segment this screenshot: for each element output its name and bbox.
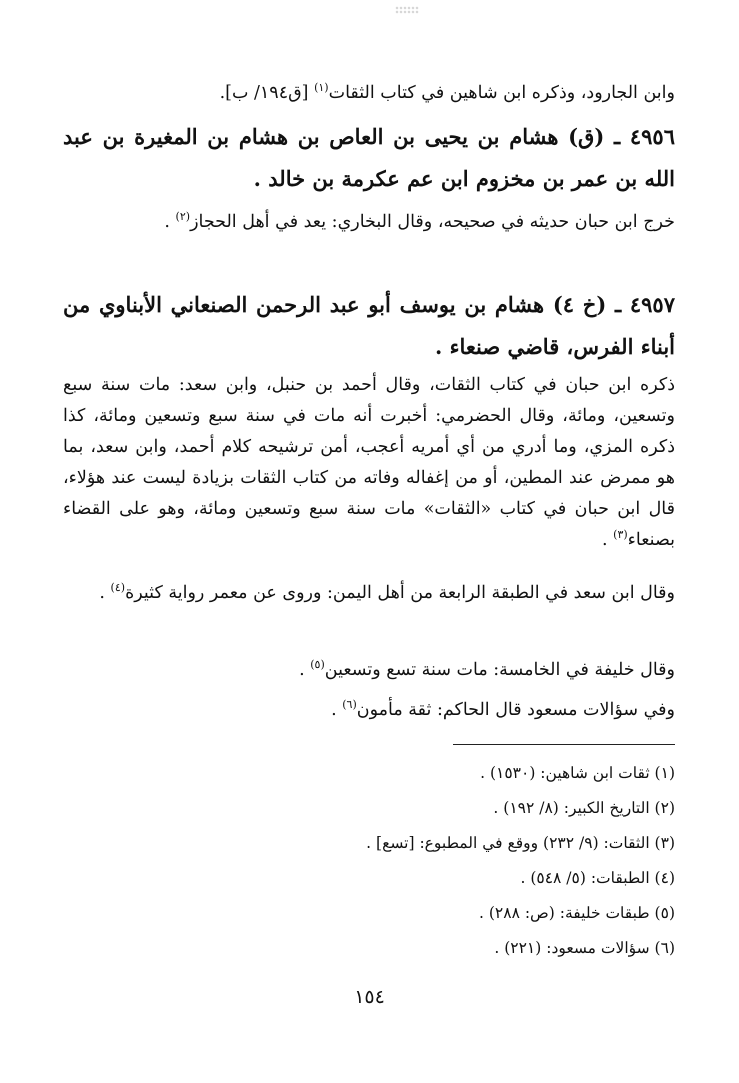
entry-heading: ٤٩٥٧ ـ (خ ٤) هشام بن يوسف أبو عبد الرحمن الصنعاني الأبناوي من أبناء الفرس، قاضي صنعاء . — [63, 292, 675, 359]
intro-line — [63, 78, 675, 109]
paragraph — [63, 370, 675, 556]
paragraph-tail: . — [602, 530, 614, 550]
entry-4957-para-4 — [63, 695, 675, 726]
entry-4957 — [63, 284, 675, 368]
paragraph — [63, 578, 675, 609]
footnote-item: (٤) الطبقات: (٥/ ٥٤٨) . — [520, 869, 675, 887]
footnote-ref-4: (٤) — [110, 581, 126, 595]
paragraph — [63, 695, 675, 726]
intro-text: وابن الجارود، وذكره ابن شاهين في كتاب الثقات — [328, 83, 675, 103]
paragraph-tail: . — [299, 660, 311, 680]
footnote-ref-5: (٥) — [310, 658, 325, 672]
footnote-item: (٢) التاريخ الكبير: (٨/ ١٩٢) . — [493, 799, 675, 817]
footnote-item: (٣) الثقات: (٩/ ٢٣٢) ووقع في المطبوع: [تسع] . — [366, 834, 675, 852]
paragraph-tail: . — [164, 212, 176, 232]
entry-heading: ٤٩٥٦ ـ (ق) هشام بن يحيى بن العاص بن هشام بن المغيرة بن عبد الله بن عمر بن مخزوم ابن عم عكرمة بن خالد . — [63, 124, 675, 191]
page-number: ١٥٤ — [354, 986, 385, 1008]
paragraph — [63, 655, 675, 686]
intro-tail: [ق١٩٤/ ب]. — [219, 83, 315, 103]
paragraph-tail: . — [331, 700, 343, 720]
entry-4956 — [63, 116, 675, 200]
scan-speck — [395, 6, 419, 14]
footnote-ref-2: (٢) — [175, 210, 191, 224]
footnote-ref-6: (٦) — [342, 698, 357, 712]
entry-4957-body — [63, 370, 675, 556]
footnote-ref-1: (١) — [314, 81, 329, 95]
entry-4956-body — [63, 207, 675, 238]
paragraph-text: وقال خليفة في الخامسة: مات سنة تسع وتسعين — [324, 660, 675, 680]
footnote-ref-3: (٣) — [613, 528, 628, 542]
paragraph-text: وقال ابن سعد في الطبقة الرابعة من أهل اليمن: وروى عن معمر رواية كثيرة — [125, 583, 675, 603]
footnote-item: (٦) سؤالات مسعود: (٢٢١) . — [494, 939, 675, 957]
paragraph-text: ذكره ابن حبان في كتاب الثقات، وقال أحمد بن حنبل، وابن سعد: مات سنة سبع وتسعين، ومائة، وقال الحضرمي: أخبرت أنه مات في سنة سبع وتسعين ومائة، كذا ذكره المزي، وما أدري من أي أمريه أعجب، أمن ترشيحه كلام أحمد، وابن سعد، بما هو ممرض عند المطين، أو من إغفاله وفاته من كتاب الثقات بزيادة ليست عند هؤلاء، قال ابن حبان في كتاب «الثقات» مات سنة سبع وتسعين ومائة، وهو على القضاء بصنعاء — [63, 375, 675, 550]
paragraph-tail: . — [99, 583, 111, 603]
paragraph-text: وفي سؤالات مسعود قال الحاكم: ثقة مأمون — [356, 700, 675, 720]
footnote-divider — [453, 744, 675, 745]
footnotes — [63, 756, 675, 966]
paragraph-text: خرج ابن حبان حديثه في صحيحه، وقال البخاري: يعد في أهل الحجاز — [190, 212, 675, 232]
entry-4957-para-2 — [63, 578, 675, 609]
paragraph — [63, 207, 675, 238]
footnote-item: (٥) طبقات خليفة: (ص: ٢٨٨) . — [479, 904, 675, 922]
entry-4957-para-3 — [63, 655, 675, 686]
footnote-item: (١) ثقات ابن شاهين: (١٥٣٠) . — [480, 764, 675, 782]
